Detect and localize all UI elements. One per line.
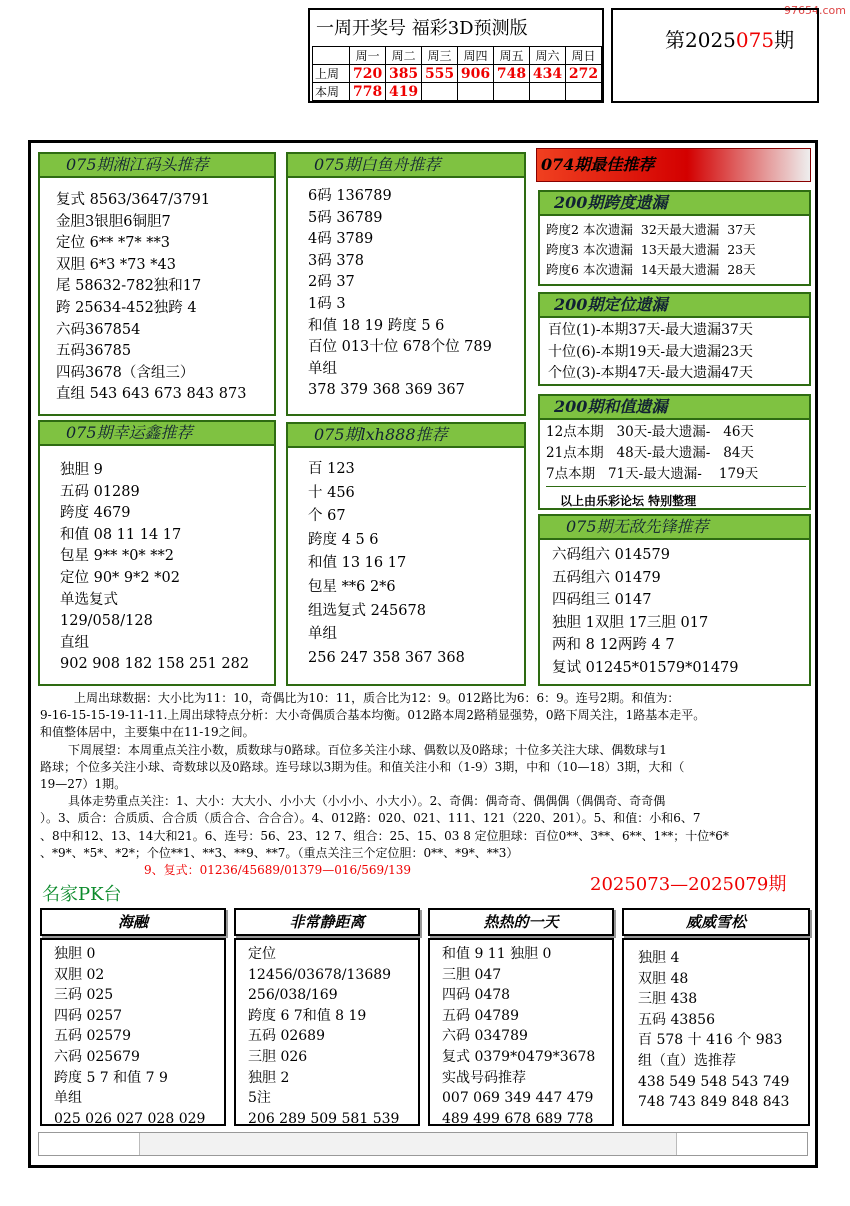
line-item: 三胆 438 [638, 991, 698, 1008]
analysis-line: 下周展望：本周重点关注小数，质数球与0路球。百位多关注小球、偶数以及0路球；十位多关注大球、偶数球与1 [68, 742, 667, 757]
line-item: 四码3678（含组三） [56, 364, 195, 381]
rere-title: 热热的一天 [428, 908, 614, 936]
line-item: 直组 543 643 673 843 873 [56, 386, 247, 403]
pk-label: 名家PK台 [42, 884, 122, 905]
day-header: 周六 [530, 47, 566, 65]
line-item: 复式 8563/3647/3791 [56, 192, 211, 208]
rere-panel [428, 938, 614, 1126]
draw-number: 748 [494, 65, 530, 83]
hezhi-title: 200期和值遗漏 [538, 394, 811, 420]
draw-number: 385 [386, 65, 422, 83]
line-item: 跨度 4 5 6 [308, 531, 379, 548]
xingyunxin-panel [38, 444, 276, 686]
day-header: 周四 [458, 47, 494, 65]
analysis-block [40, 690, 729, 879]
line-item: 独胆 9 [60, 462, 103, 478]
line-item: 百 578 十 416 个 983 [638, 1032, 783, 1049]
line-item: 21点本期 48天-最大遗漏- 84天 [546, 445, 754, 461]
xiangjiang-panel [38, 176, 276, 416]
line-item: 4码 3789 [308, 231, 374, 248]
line-item: 1码 3 [308, 295, 346, 312]
line-item: 两和 8 12两跨 4 7 [552, 637, 675, 654]
line-item: 256 247 358 367 368 [308, 649, 465, 666]
line-item: 百位(1)-本期37天-最大遗漏37天 [548, 322, 753, 338]
line-item: 902 908 182 158 251 282 [60, 656, 250, 673]
draw-number: 906 [458, 65, 494, 83]
line-item: 五码 43856 [638, 1011, 715, 1028]
line-item: 十位(6)-本期19天-最大遗漏23天 [548, 343, 753, 360]
line-item: 六码 025679 [54, 1048, 140, 1065]
line-item: 四码 0257 [54, 1007, 123, 1024]
xingyunxin-title: 075期幸运鑫推荐 [38, 420, 276, 446]
line-item: 三码 025 [54, 987, 114, 1004]
analysis-line: 、8中和12、13、14大和21。6、连号：56、23、12 7、组合：25、15、03 8 定位胆球：百位0**、3**、6**、1**；十位*6* [40, 828, 729, 843]
line-item: 百位 013十位 678个位 789 [308, 339, 492, 356]
line-item: 实战号码推荐 [442, 1069, 526, 1086]
line-item: 378 379 368 369 367 [308, 382, 465, 399]
line-item: 直组 [60, 634, 89, 651]
wudi-lines [552, 544, 739, 680]
draw-number: 434 [530, 65, 566, 83]
line-item: 跨 25634-452独跨 4 [56, 299, 197, 316]
line-item: 五码 02689 [248, 1028, 325, 1045]
line-item: 单组 [54, 1090, 82, 1107]
line-item: 定位 [248, 946, 276, 962]
analysis-line: 具体走势重点关注：1、大小：大大小、小小大（小小小、小大小）。2、奇偶：偶奇奇、偶偶偶（偶偶奇、奇奇偶 [68, 794, 666, 809]
line-item: 5码 36789 [308, 209, 383, 226]
last-week-row [313, 65, 602, 83]
line-item: 489 499 678 689 778 [442, 1110, 594, 1127]
line-item: 3码 378 [308, 252, 365, 269]
line-item: 十 456 [308, 484, 355, 501]
feichang-panel [234, 938, 420, 1126]
line-item: 四码 0478 [442, 987, 511, 1004]
line-item: 金胆3银胆6铜胆7 [56, 213, 171, 230]
line-item: 六码367854 [56, 321, 141, 338]
day-header: 周日 [566, 47, 602, 65]
weiwei-panel [622, 938, 810, 1126]
xiangjiang-title: 075期湘江码头推荐 [38, 152, 276, 178]
line-item: 四码组三 0147 [552, 592, 652, 609]
row-label: 本周 [313, 83, 350, 101]
line-item: 单选复式 [60, 591, 118, 608]
line-item: 定位 90* 9*2 *02 [60, 569, 180, 586]
line-item: 双胆 6*3 *73 *43 [56, 256, 176, 273]
kuadu-panel [538, 212, 811, 286]
footer-slot-left [39, 1133, 140, 1155]
weekly-draw-box [308, 8, 604, 103]
analysis-line: 9、复式：01236/45689/01379—016/569/139 [144, 863, 412, 878]
line-item: 256/038/169 [248, 987, 338, 1004]
line-item: 129/058/128 [60, 613, 153, 630]
draw-number: 419 [386, 83, 422, 101]
issue-box [611, 8, 819, 103]
line-item: 12456/03678/13689 [248, 966, 392, 983]
best-recommend-title: 074期最佳推荐 [536, 148, 811, 182]
line-item: 和值 08 11 14 17 [60, 526, 182, 543]
wudi-panel [538, 538, 811, 686]
row-label: 上周 [313, 65, 350, 83]
site-watermark: 97654.com [784, 4, 846, 17]
line-item: 单组 [308, 360, 337, 377]
line-item: 三胆 026 [248, 1048, 308, 1065]
xingyunxin-lines [60, 460, 249, 676]
line-item: 和值 13 16 17 [308, 555, 407, 572]
issue-number [665, 24, 794, 53]
dingwei-lines [548, 320, 753, 385]
line-item: 跨度3 本次遗漏 13天最大遗漏 23天 [546, 242, 756, 257]
day-header: 周三 [422, 47, 458, 65]
feichang-title: 非常静距离 [234, 908, 420, 936]
weekly-draw-table [312, 46, 602, 101]
line-item: 五码36785 [56, 343, 132, 360]
footer-slot-right [676, 1133, 807, 1155]
dingwei-panel [538, 314, 811, 386]
analysis-line: 19—27）1期。 [40, 777, 127, 792]
line-item: 单组 [308, 626, 337, 643]
lxh888-title: 075期lxh888推荐 [286, 422, 526, 448]
line-item: 独胆 2 [248, 1069, 290, 1086]
line-item: 三胆 047 [442, 966, 502, 983]
line-item: 五码 02579 [54, 1028, 131, 1045]
analysis-line: 和值整体居中，主要集中在11-19之间。 [40, 725, 255, 740]
line-item: 个位(3)-本期47天-最大遗漏47天 [548, 365, 753, 381]
kuadu-title: 200期跨度遗漏 [538, 190, 811, 216]
line-item: 尾 58632-782独和17 [56, 278, 202, 295]
baiyuzhou-title: 075期白鱼舟推荐 [286, 152, 526, 178]
line-item: 025 026 027 028 029 [54, 1110, 206, 1127]
line-item: 五码 01289 [60, 483, 140, 500]
line-item: 复试 01245*01579*01479 [552, 659, 739, 676]
draw-number [422, 83, 458, 101]
line-item: 复式 0379*0479*3678 [442, 1048, 596, 1065]
line-item: 和值 18 19 跨度 5 6 [308, 317, 445, 334]
credit-note: 以上由乐彩论坛 特别整理 [560, 494, 697, 508]
line-item: 5注 [248, 1090, 271, 1107]
line-item: 独胆 0 [54, 946, 96, 962]
hezhi-lines [546, 422, 758, 485]
line-item: 跨度2 本次遗漏 32天最大遗漏 37天 [546, 222, 756, 237]
lxh888-panel [286, 446, 526, 686]
issue-suffix: 期 [774, 28, 795, 52]
analysis-line: 路球；个位多关注小球、奇数球以及0路球。连号球以3期为佳。和值关注小和（1-9）3期，中和（10—18）3期，大和（ [40, 759, 685, 774]
line-item: 7点本期 71天-最大遗漏- 179天 [546, 466, 759, 482]
xiangjiang-lines [56, 190, 246, 406]
line-item: 独胆 4 [638, 950, 680, 966]
line-item: 跨度 6 7和值 8 19 [248, 1007, 367, 1024]
weiwei-title: 威威雪松 [622, 908, 810, 936]
corner-cell [313, 47, 350, 65]
kuadu-lines [546, 220, 756, 280]
line-item: 和值 9 11 独胆 0 [442, 946, 552, 962]
line-item: 206 289 509 581 539 [248, 1110, 400, 1127]
draw-number [530, 83, 566, 101]
line-item: 12点本期 30天-最大遗漏- 46天 [546, 424, 754, 440]
line-item: 组选复式 245678 [308, 602, 426, 619]
draw-number: 778 [350, 83, 386, 101]
page-title: 一周开奖号 福彩3D预测版 [316, 18, 528, 39]
draw-number: 555 [422, 65, 458, 83]
line-item: 五码 04789 [442, 1007, 519, 1024]
pk-period: 2025073—2025079期 [590, 874, 787, 895]
feichang-lines [248, 944, 399, 1129]
line-item: 五码组六 01479 [552, 569, 661, 586]
line-item: 组（直）选推荐 [638, 1052, 736, 1069]
analysis-line: 、*9*、*5*、*2*；个位**1、**3、**9、**7。（重点关注三个定位胆：0**、*9*、**3） [40, 845, 519, 860]
day-header: 周五 [494, 47, 530, 65]
analysis-line: ）。3、质合：合质质、合合质（质合合、合合合）。4、012路：020、021、111、121（220、201）。5、和值：小和6、7 [40, 811, 701, 826]
line-item: 包星 9** *0* **2 [60, 548, 175, 565]
footer-bar [38, 1132, 808, 1156]
line-item: 个 67 [308, 508, 346, 525]
days-row [313, 47, 602, 65]
line-item: 双胆 48 [638, 970, 689, 987]
haiyong-panel [40, 938, 226, 1126]
rere-lines [442, 944, 595, 1129]
line-item: 007 069 349 447 479 [442, 1090, 594, 1107]
haiyong-lines [54, 944, 205, 1129]
draw-number [494, 83, 530, 101]
day-header: 周二 [386, 47, 422, 65]
line-item: 跨度 4679 [60, 505, 131, 522]
draw-number [458, 83, 494, 101]
line-item: 百 123 [308, 461, 355, 477]
draw-number [566, 83, 602, 101]
dingwei-title: 200期定位遗漏 [538, 292, 811, 318]
draw-number: 272 [566, 65, 602, 83]
line-item: 六码 034789 [442, 1028, 528, 1045]
issue-prefix: 第2025 [665, 28, 736, 52]
haiyong-title: 海融 [40, 908, 226, 936]
line-item: 748 743 849 848 843 [638, 1094, 790, 1111]
this-week-row [313, 83, 602, 101]
day-header: 周一 [350, 47, 386, 65]
analysis-line: 上周出球数据：大小比为11：10，奇偶比为10：11，质合比为12：9。012路比为6：6：9。连号2期。和值为： [74, 691, 680, 705]
baiyuzhou-panel [286, 176, 526, 416]
line-item: 2码 37 [308, 274, 355, 291]
weiwei-lines [638, 948, 789, 1113]
line-item: 438 549 548 543 749 [638, 1073, 790, 1090]
issue-num: 075 [735, 28, 775, 52]
line-item: 跨度 5 7 和值 7 9 [54, 1069, 168, 1086]
lxh888-lines [308, 458, 465, 670]
line-item: 定位 6** *7* **3 [56, 235, 171, 252]
line-item: 6码 136789 [308, 188, 392, 204]
line-item: 包星 **6 2*6 [308, 578, 396, 595]
analysis-line: 9-16-15-15-19-11-11.上周出球特点分析：大小奇偶质合基本均衡。012路本周2路稍显强势，0路下周关注，1路基本走平。 [40, 708, 706, 723]
line-item: 双胆 02 [54, 966, 105, 983]
draw-number: 720 [350, 65, 386, 83]
baiyuzhou-lines [308, 186, 492, 402]
divider [546, 486, 806, 487]
wudi-title: 075期无敌先锋推荐 [538, 514, 811, 540]
line-item: 六码组六 014579 [552, 547, 670, 563]
line-item: 跨度6 本次遗漏 14天最大遗漏 28天 [546, 262, 756, 277]
line-item: 独胆 1双胆 17三胆 017 [552, 614, 709, 631]
